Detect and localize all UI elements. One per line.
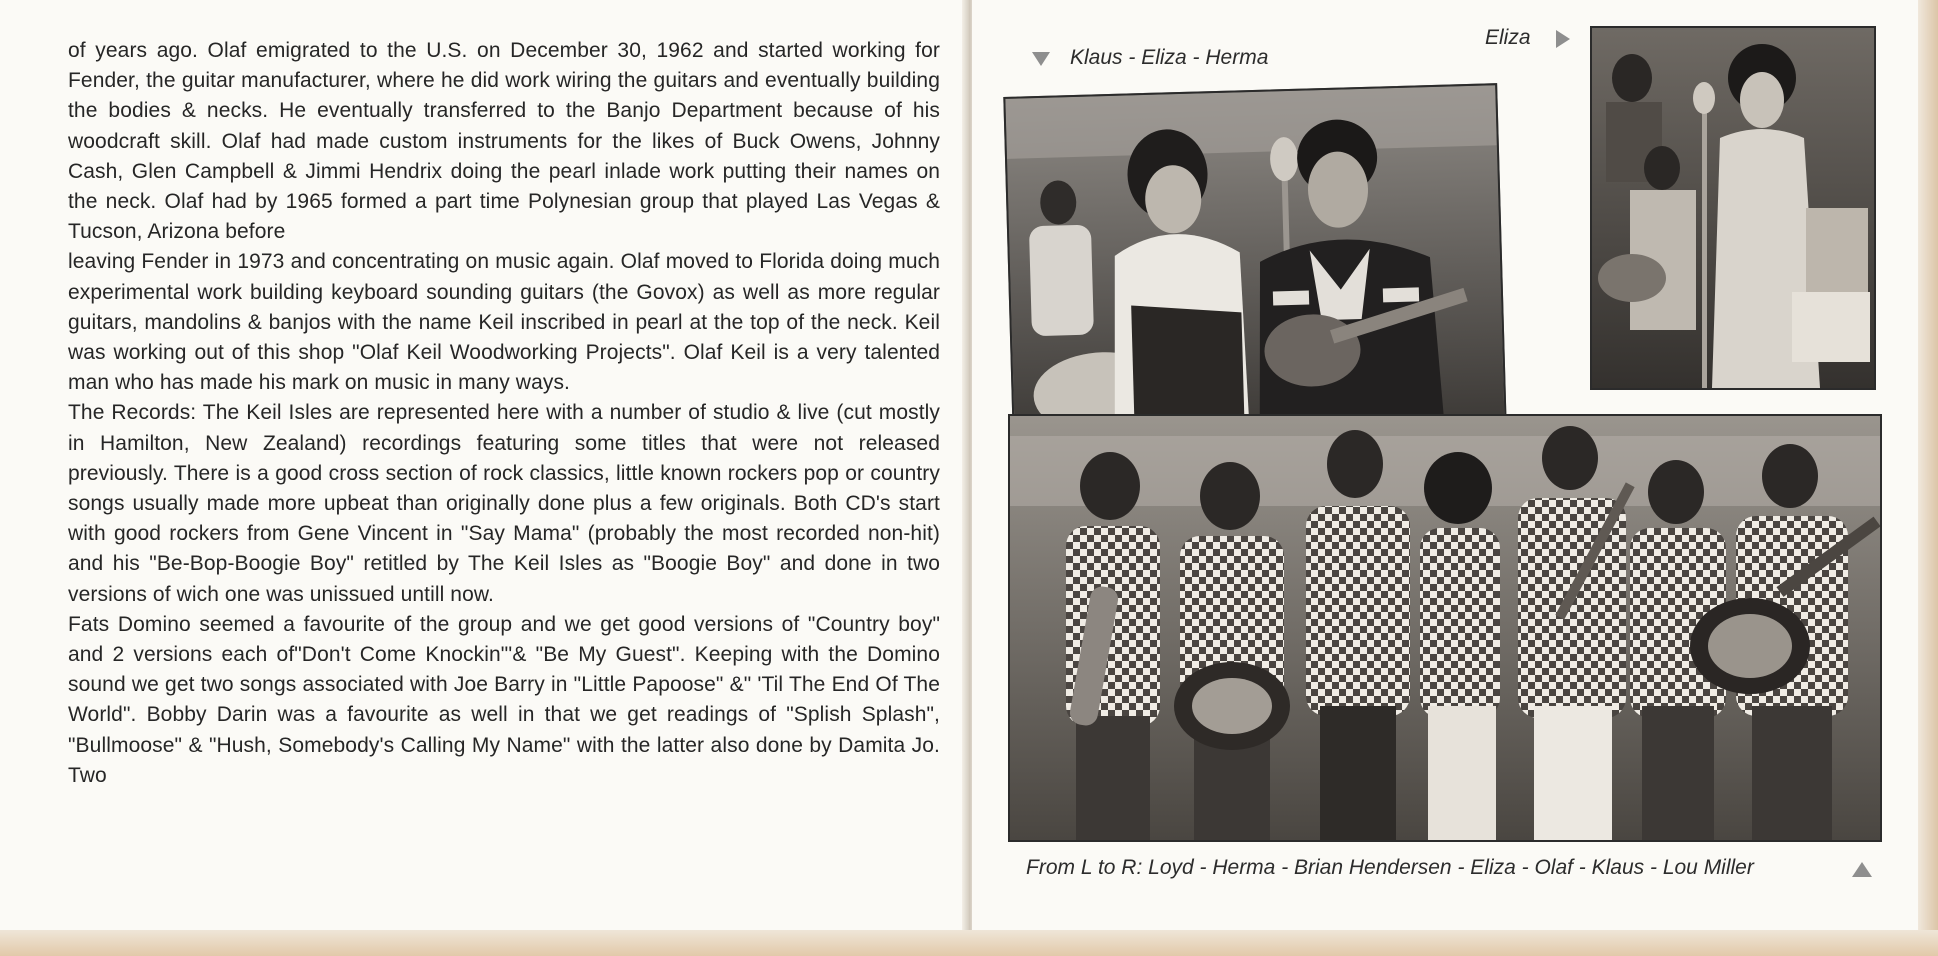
- left-page-body-text: [68, 36, 940, 791]
- paragraph-olaf-fender: of years ago. Olaf emigrated to the U.S. on December 30, 1962 and started working for Fender, the guitar manufacturer, where he did work wiring the guitars and eventually building the bodies & necks. He eventually transferred to the Banjo Department because of his woodcraft skill. Olaf had made custom instruments for the likes of Buck Owens, Johnny Cash, Glen Campbell & Jimmi Hendrix doing the pearl inlade work putting their names on the neck. Olaf had by 1965 formed a part time Polynesian group that played Las Vegas & Tucson, Arizona before: [68, 39, 940, 244]
- photo-band-group: [1008, 414, 1882, 842]
- right-page: [972, 0, 1920, 934]
- caption-group-names: From L to R: Loyd - Herma - Brian Hendersen - Eliza - Olaf - Klaus - Lou Miller: [1026, 856, 1754, 879]
- photo-klaus-eliza-herma: [1003, 83, 1506, 441]
- photo-klaus-eliza-herma-image: [1005, 85, 1504, 439]
- page-edge-bottom: [0, 930, 1938, 956]
- left-page: [0, 0, 968, 932]
- photo-eliza-image: [1592, 28, 1874, 388]
- caption-marker-down-icon: [1032, 52, 1050, 66]
- paragraph-olaf-florida: leaving Fender in 1973 and concentrating on music again. Olaf moved to Florida doing much experimental work building keyboard sounding guitars (the Govox) as well as more regular guitars, mandolins & banjos with the name Keil inscribed in pearl at the top of the neck. Keil was working out of this shop "Olaf Keil Woodworking Projects". Olaf Keil is a very talented man who has made his mark on music in many ways.: [68, 250, 940, 395]
- caption-marker-up-icon: [1852, 862, 1872, 877]
- caption-marker-right-icon: [1556, 30, 1570, 48]
- photo-band-group-image: [1010, 416, 1880, 840]
- photo-eliza: [1590, 26, 1876, 390]
- paragraph-fats-domino: Fats Domino seemed a favourite of the group and we get good versions of "Country boy" and 2 versions each of"Don't Come Knockin"'& "Be My Guest". Keeping with the Domino sound we get two songs associated with Joe Barry in "Little Papoose" &" 'Til The End Of The World". Bobby Darin was a favourite as well in that we get readings of "Splish Splash", "Bullmoose" & "Hush, Somebody's Calling My Name" with the latter also done by Damita Jo. Two: [68, 612, 940, 787]
- paragraph-the-records: The Records: The Keil Isles are represented here with a number of studio & live (cut mostly in Hamilton, New Zealand) recordings featuring some titles that were not released previously. There is a good cross section of rock classics, little known rockers pop or country songs usually made more upbeat than originally done plus a few originals. Both CD's start with good rockers from Gene Vincent in "Say Mama" (probably the most recorded non-hit) and his "Be-Bop-Boogie Boy" retitled by The Keil Isles as "Boogie Boy" and done in two versions of wich one was unissued untill now.: [68, 401, 940, 606]
- page-edge-right: [1918, 0, 1938, 956]
- caption-top-right: Eliza: [1485, 26, 1531, 49]
- caption-top-left: Klaus - Eliza - Herma: [1070, 46, 1269, 69]
